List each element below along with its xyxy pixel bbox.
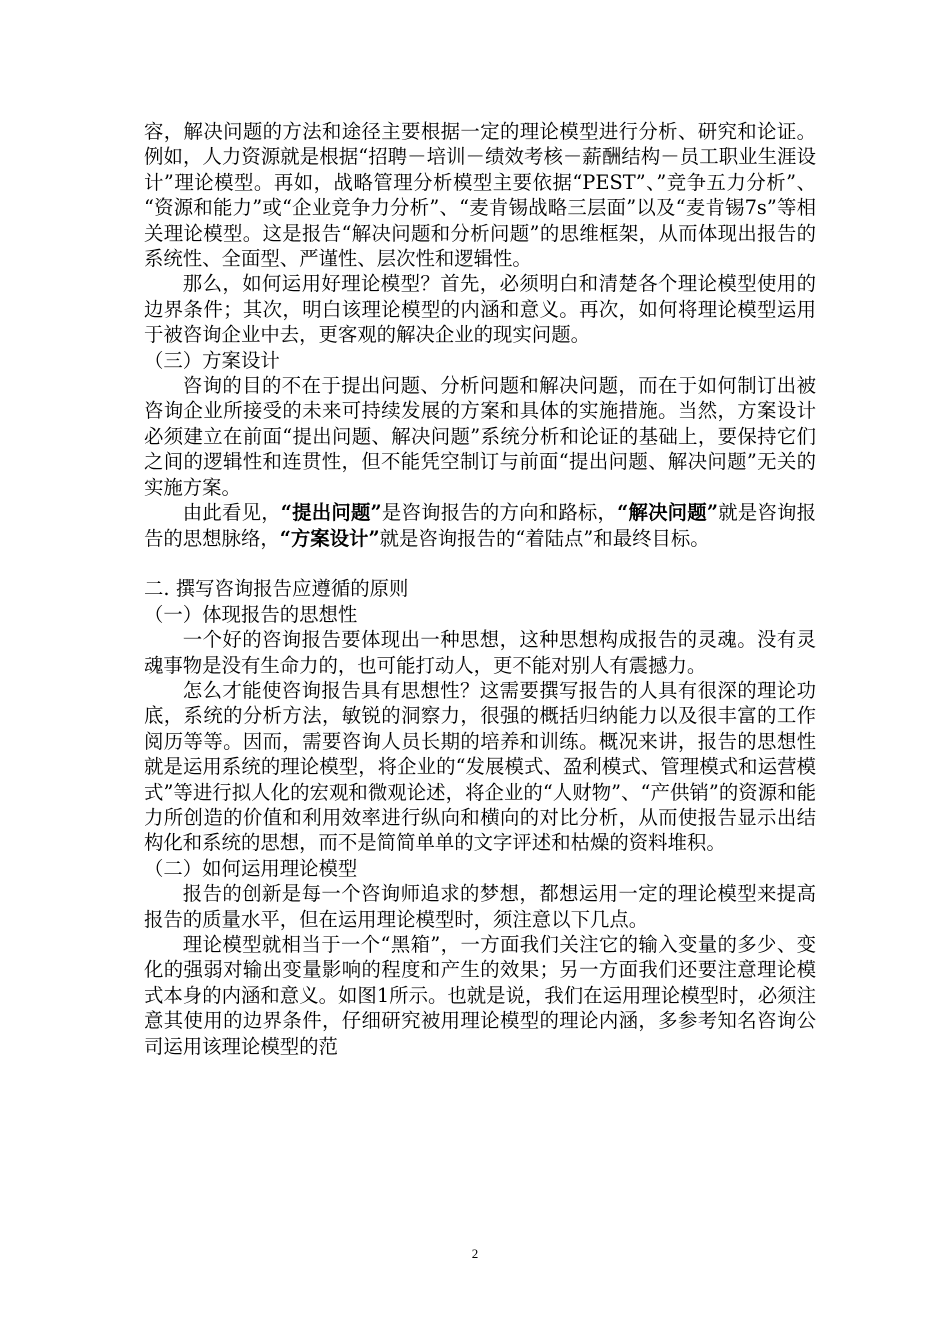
- paragraph-theory-models: 容，解决问题的方法和途径主要根据一定的理论模型进行分析、研究和论证。例如，人力资源就是根据“招聘－培训－绩效考核－薪酬结构－员工职业生涯设计”理论模型。再如，战略管理分析模型主要依据“PEST”、”竞争五力分析”、 “资源和能力”或“企业竞争力分析”、“麦肯锡战略三层面”以及“麦肯锡7s”等相关理论模型。这是报告“解决问题和分析问题”的思维框架，从而体现出报告的系统性、全面型、严谨性、层次性和逻辑性。: [144, 120, 816, 271]
- document-body: [144, 119, 816, 1059]
- summary-keyword-solve: “解决问题”: [617, 501, 719, 525]
- paragraph-summary: [144, 500, 816, 551]
- heading-plan-design: （三）方案设计: [144, 348, 280, 372]
- blank-line: [144, 551, 816, 576]
- paragraph-report-soul: 一个好的咨询报告要体现出一种思想，这种思想构成报告的灵魂。没有灵魂事物是没有生命力的，也可能打动人，更不能对别人有震撼力。: [144, 628, 816, 677]
- summary-text-g: 就是咨询报告的“着陆点”和最终目标。: [379, 526, 710, 550]
- heading-thought: （一）体现报告的思想性: [144, 602, 358, 626]
- paragraph-consulting-purpose: 咨询的目的不在于提出问题、分析问题和解决问题，而在于如何制订出被咨询企业所接受的未来可持续发展的方案和具体的实施措施。当然，方案设计必须建立在前面“提出问题、解决问题”系统分析和论证的基础上，要保持它们之间的逻辑性和连贯性，但不能凭空制订与前面“提出问题、解决问题”无关的实施方案。: [144, 374, 816, 499]
- section-heading-principles: 二. 撰写咨询报告应遵循的原则: [144, 577, 409, 601]
- paragraph-thoughtfulness: 怎么才能使咨询报告具有思想性？这需要撰写报告的人具有很深的理论功底，系统的分析方法，敏锐的洞察力，很强的概括归纳能力以及很丰富的工作阅历等等。因而，需要咨询人员长期的培养和训练。概况来讲，报告的思想性就是运用系统的理论模型，将企业的“发展模式、盈利模式、管理模式和运营模式”等进行拟人化的宏观和微观论述，将企业的“人财物”、“产供销”的资源和能力所创造的价值和利用效率进行纵向和横向的对比分析，从而使报告显示出结构化和系统的思想，而不是简简单单的文字评述和枯燥的资料堆积。: [144, 678, 816, 855]
- summary-keyword-raise: “提出问题”: [280, 501, 382, 525]
- heading-use-models: （二）如何运用理论模型: [144, 856, 358, 880]
- summary-text-a: 由此看见，: [182, 501, 281, 525]
- paragraph-black-box: 理论模型就相当于一个“黑箱”，一方面我们关注它的输入变量的多少、变化的强弱对输出变量影响的程度和产生的效果；另一方面我们还要注意理论模式本身的内涵和意义。如图1所示。也就是说，我们在运用理论模型时，必须注意其使用的边界条件，仔细研究被用理论模型的理论内涵，多参考知名咨询公司运用该理论模型的范: [144, 932, 816, 1058]
- paragraph-apply-models: 那么，如何运用好理论模型？首先，必须明白和清楚各个理论模型使用的边界条件；其次，明白该理论模型的内涵和意义。再次，如何将理论模型运用于被咨询企业中去，更客观的解决企业的现实问题。: [144, 272, 816, 347]
- summary-keyword-plan: “方案设计”: [279, 526, 380, 550]
- summary-text-c: 是咨询报告的方向和路标，: [381, 501, 618, 525]
- page-number: 2: [471, 1246, 479, 1261]
- paragraph-innovation: 报告的创新是每一个咨询师追求的梦想，都想运用一定的理论模型来提高报告的质量水平，但在运用理论模型时，须注意以下几点。: [144, 882, 816, 931]
- summary-text-e: 就是咨询报告的思想脉络，: [144, 501, 817, 550]
